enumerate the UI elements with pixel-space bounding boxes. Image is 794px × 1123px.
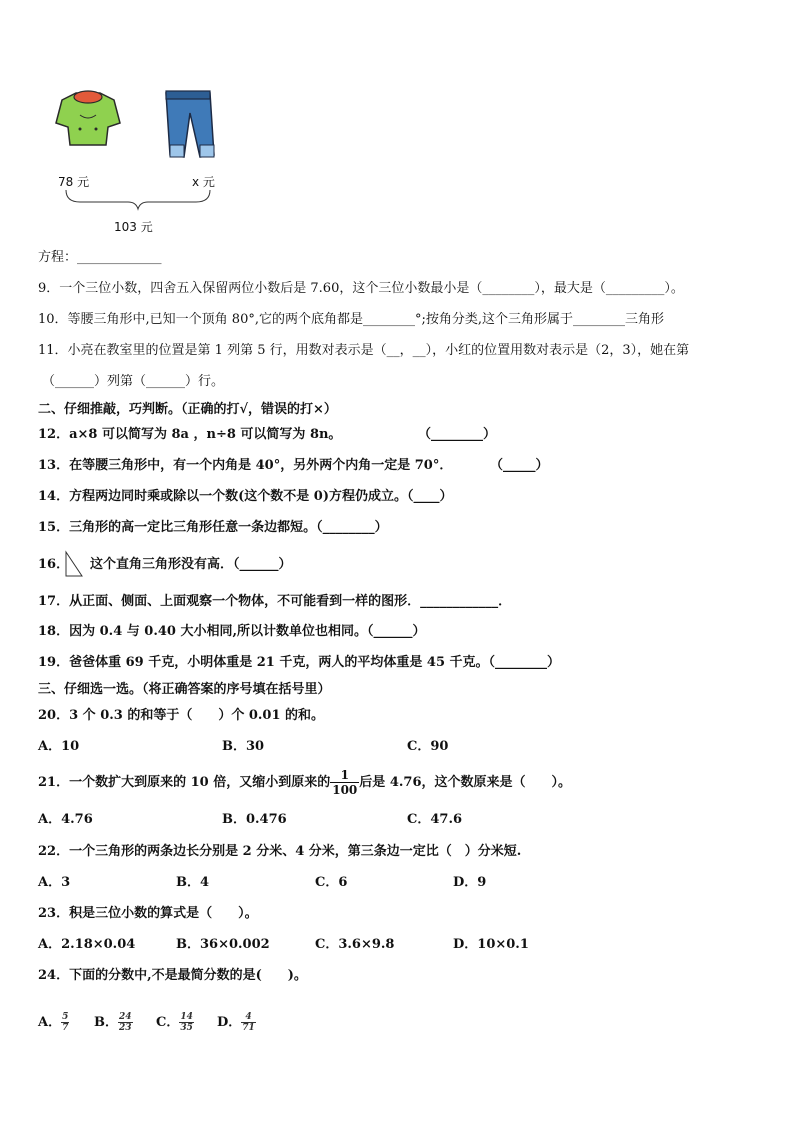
- q21-fraction-denominator: 100: [332, 783, 358, 797]
- q24-a-denominator: 7: [62, 1023, 69, 1033]
- question-17: 17．从正面、侧面、上面观察一个物体，不可能看到一样的图形．____________．: [38, 594, 512, 609]
- q24-d-denominator: 71: [242, 1023, 255, 1033]
- q24-option-b: [94, 1009, 133, 1037]
- q24-option-c-label: C．: [156, 1015, 180, 1030]
- q22-option-b: B．4: [176, 875, 210, 890]
- question-20: 20．3 个 0.3 的和等于（ ）个 0.01 的和。: [38, 708, 325, 723]
- q24-option-a-label: A．: [38, 1015, 62, 1030]
- shirt-illustration: [56, 91, 120, 145]
- question-15: 15．三角形的高一定比三角形任意一条边都短。（________）: [38, 520, 388, 535]
- pants-illustration: [166, 91, 214, 157]
- section-3-heading: 三、仔细选一选。（将正确答案的序号填在括号里）: [38, 682, 331, 697]
- q24-b-numerator: 24: [119, 1012, 132, 1022]
- question-18: 18．因为 0.4 与 0.40 大小相同,所以计数单位也相同。（______）: [38, 624, 426, 639]
- q20-option-b: B．30: [222, 739, 265, 754]
- question-10: 10．等腰三角形中,已知一个顶角 80°,它的两个底角都是________°;按角分类,这个三角形属于________三角形: [38, 312, 664, 327]
- q22-option-a: A．3: [38, 875, 71, 890]
- question-21: [38, 768, 571, 798]
- q23-option-d: D．10×0.1: [453, 937, 529, 952]
- question-24: 24．下面的分数中,不是最简分数的是( )。: [38, 968, 307, 983]
- q24-option-b-fraction: [118, 1012, 133, 1033]
- question-11-line1: 11．小亮在教室里的位置是第 1 列第 5 行，用数对表示是（__，__），小红的位置用数对表示是（2，3），她在第: [38, 343, 690, 358]
- question-9: 9．一个三位小数，四舍五入保留两位小数后是 7.60，这个三位小数最小是（________），最大是（_________）。: [38, 281, 684, 296]
- q23-option-c: C．3.6×9.8: [315, 937, 395, 952]
- q21-fraction-numerator: 1: [330, 768, 359, 783]
- q24-c-denominator: 35: [180, 1023, 193, 1033]
- q24-option-d: [217, 1009, 256, 1037]
- price-figure: [40, 85, 240, 240]
- q23-option-b: B．36×0.002: [176, 937, 270, 952]
- q20-option-c: C．90: [407, 739, 449, 754]
- q22-option-d: D．9: [453, 875, 487, 890]
- question-11-line2: （______）列第（______）行。: [42, 374, 225, 389]
- q24-option-c-fraction: [179, 1012, 194, 1033]
- q24-option-a: [38, 1009, 69, 1037]
- section-2-heading: 二、仔细推敲，巧判断。（正确的打√，错误的打×）: [38, 402, 337, 417]
- q24-d-numerator: 4: [241, 1012, 256, 1023]
- total-price-label: 103 元: [114, 220, 153, 234]
- q24-option-b-label: B．: [94, 1015, 118, 1030]
- question-16-number: 16．: [38, 557, 70, 572]
- q24-option-d-label: D．: [217, 1015, 242, 1030]
- question-16-text: 这个直角三角形没有高．（______）: [90, 557, 292, 572]
- q21-fraction: [330, 768, 359, 797]
- question-21-before: 21．一个数扩大到原来的 10 倍，又缩小到原来的: [38, 775, 331, 790]
- q22-option-c: C．6: [315, 875, 348, 890]
- equation-line: [38, 249, 162, 267]
- q24-a-numerator: 5: [62, 1012, 69, 1022]
- q24-option-c: [156, 1009, 194, 1037]
- q24-option-a-fraction: [61, 1012, 69, 1033]
- question-23: 23．积是三位小数的算式是（ ）。: [38, 906, 258, 921]
- pants-price-label: x 元: [192, 175, 215, 189]
- equation-label: 方程：: [38, 250, 78, 265]
- q20-option-a: A．10: [38, 739, 80, 754]
- q21-option-b: B．0.476: [222, 812, 287, 827]
- q21-option-a: A．4.76: [38, 812, 93, 827]
- question-22: 22．一个三角形的两条边长分别是 2 分米、4 分米，第三条边一定比（ ）分米短.: [38, 844, 522, 859]
- question-14: 14．方程两边同时乘或除以一个数(这个数不是 0)方程仍成立。（____）: [38, 489, 453, 504]
- shirt-price-label: 78 元: [58, 175, 90, 189]
- question-21-after: 后是 4.76，这个数原来是（ ）。: [359, 775, 571, 790]
- question-12: 12．a×8 可以简写为 8a ，n÷8 可以简写为 8n。: [38, 427, 342, 442]
- question-12-blank: （________）: [418, 427, 497, 442]
- question-13-blank: （_____）: [490, 458, 549, 473]
- q24-b-denominator: 23: [119, 1023, 132, 1033]
- q21-option-c: C．47.6: [407, 812, 463, 827]
- question-13: 13．在等腰三角形中，有一个内角是 40°，另外两个内角一定是 70°．: [38, 458, 453, 473]
- right-triangle-icon: [64, 550, 84, 578]
- question-19: 19．爸爸体重 69 千克，小明体重是 21 千克，两人的平均体重是 45 千克。（________）: [38, 655, 561, 670]
- price-brace: [66, 190, 210, 209]
- q24-option-d-fraction: [241, 1012, 256, 1033]
- q24-c-numerator: 14: [180, 1012, 193, 1022]
- q23-option-a: A．2.18×0.04: [38, 937, 136, 952]
- equation-blank: _____________: [77, 250, 162, 265]
